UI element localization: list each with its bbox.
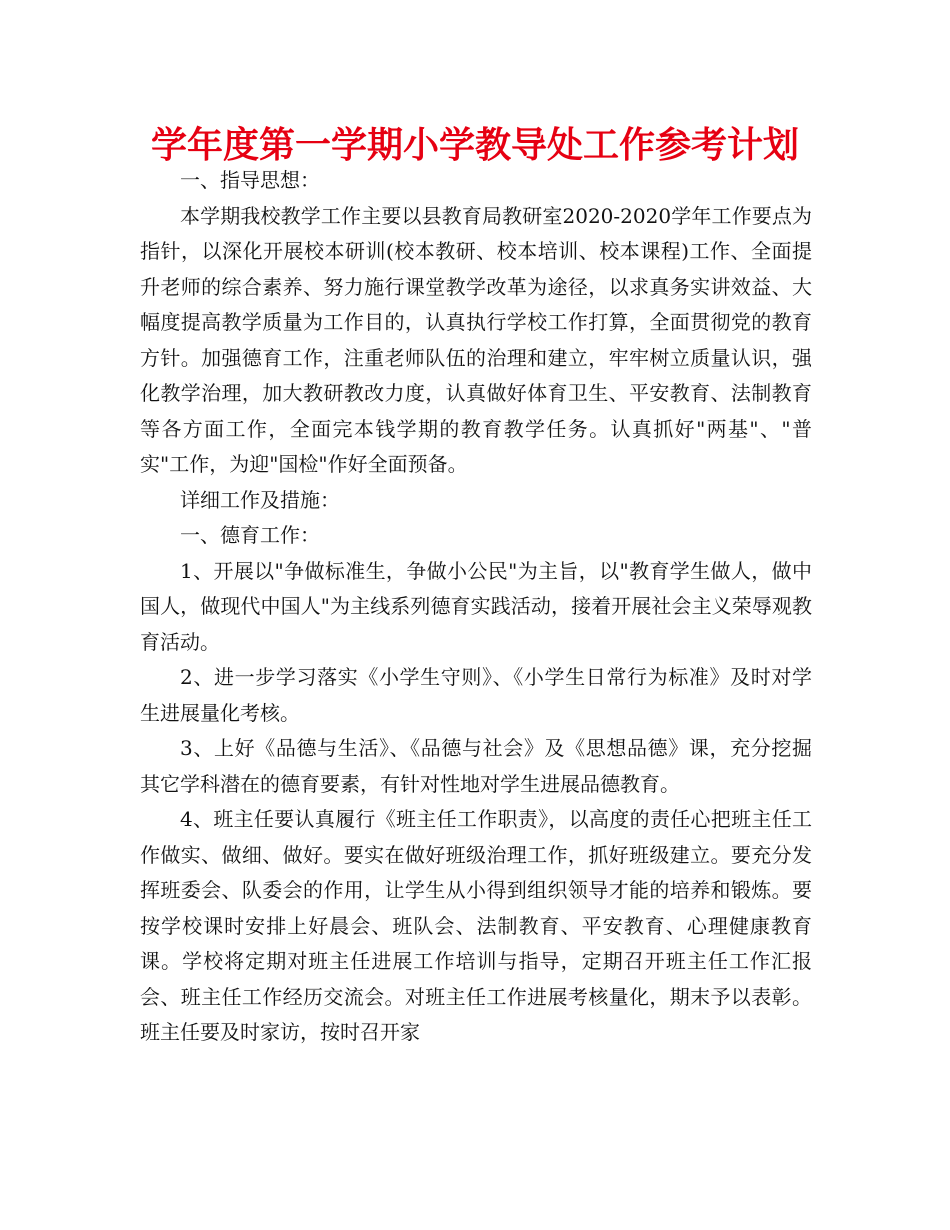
- paragraph-item-2: 2、进一步学习落实《小学生守则》、《小学生日常行为标准》及时对学生进展量化考核。: [140, 665, 812, 725]
- paragraph-item-3: 3、上好《品德与生活》、《品德与社会》及《思想品德》课，充分挖掘其它学科潜在的德育要素，有针对性地对学生进展品德教育。: [140, 736, 812, 796]
- heading-detailed-work: 详细工作及措施：: [180, 487, 340, 512]
- heading-moral-education: 一、德育工作：: [180, 523, 320, 547]
- paragraph-guiding-ideology: 本学期我校教学工作主要以县教育局教研室2020-2020学年工作要点为指针，以深化开展校本研训(校本教研、校本培训、校本课程)工作、全面提升老师的综合素养、努力施行课堂教学改革为途径，以求真务实讲效益、大幅度提高教学质量为工作目的，认真执行学校工作打算，全面贯彻党的教育方针。加强德育工作，注重老师队伍的治理和建立，牢牢树立质量认识，强化教学治理，加大教研教改力度，认真做好体育卫生、平安教育、法制教育等各方面工作，全面完本钱学期的教育教学任务。认真抓好"两基"、"普实"工作，为迎"国检"作好全面预备。: [140, 203, 812, 476]
- paragraph-item-4: 4、班主任要认真履行《班主任工作职责》，以高度的责任心把班主任工作做实、做细、做好。要实在做好班级治理工作，抓好班级建立。要充分发挥班委会、队委会的作用，让学生从小得到组织领导才能的培养和锻炼。要按学校课时安排上好晨会、班队会、法制教育、平安教育、心理健康教育课。学校将定期对班主任进展工作培训与指导，定期召开班主任工作汇报会、班主任工作经历交流会。对班主任工作进展考核量化，期末予以表彰。班主任要及时家访，按时召开家: [140, 807, 812, 1044]
- heading-guiding-ideology: 一、指导思想：: [180, 168, 320, 192]
- paragraph-item-1: 1、开展以"争做标准生，争做小公民"为主旨，以"教育学生做人，做中国人，做现代中国人"为主线系列德育实践活动，接着开展社会主义荣辱观教育活动。: [140, 558, 812, 654]
- document-body: [140, 163, 812, 1051]
- document-title: 学年度第一学期小学教导处工作参考计划: [150, 125, 799, 166]
